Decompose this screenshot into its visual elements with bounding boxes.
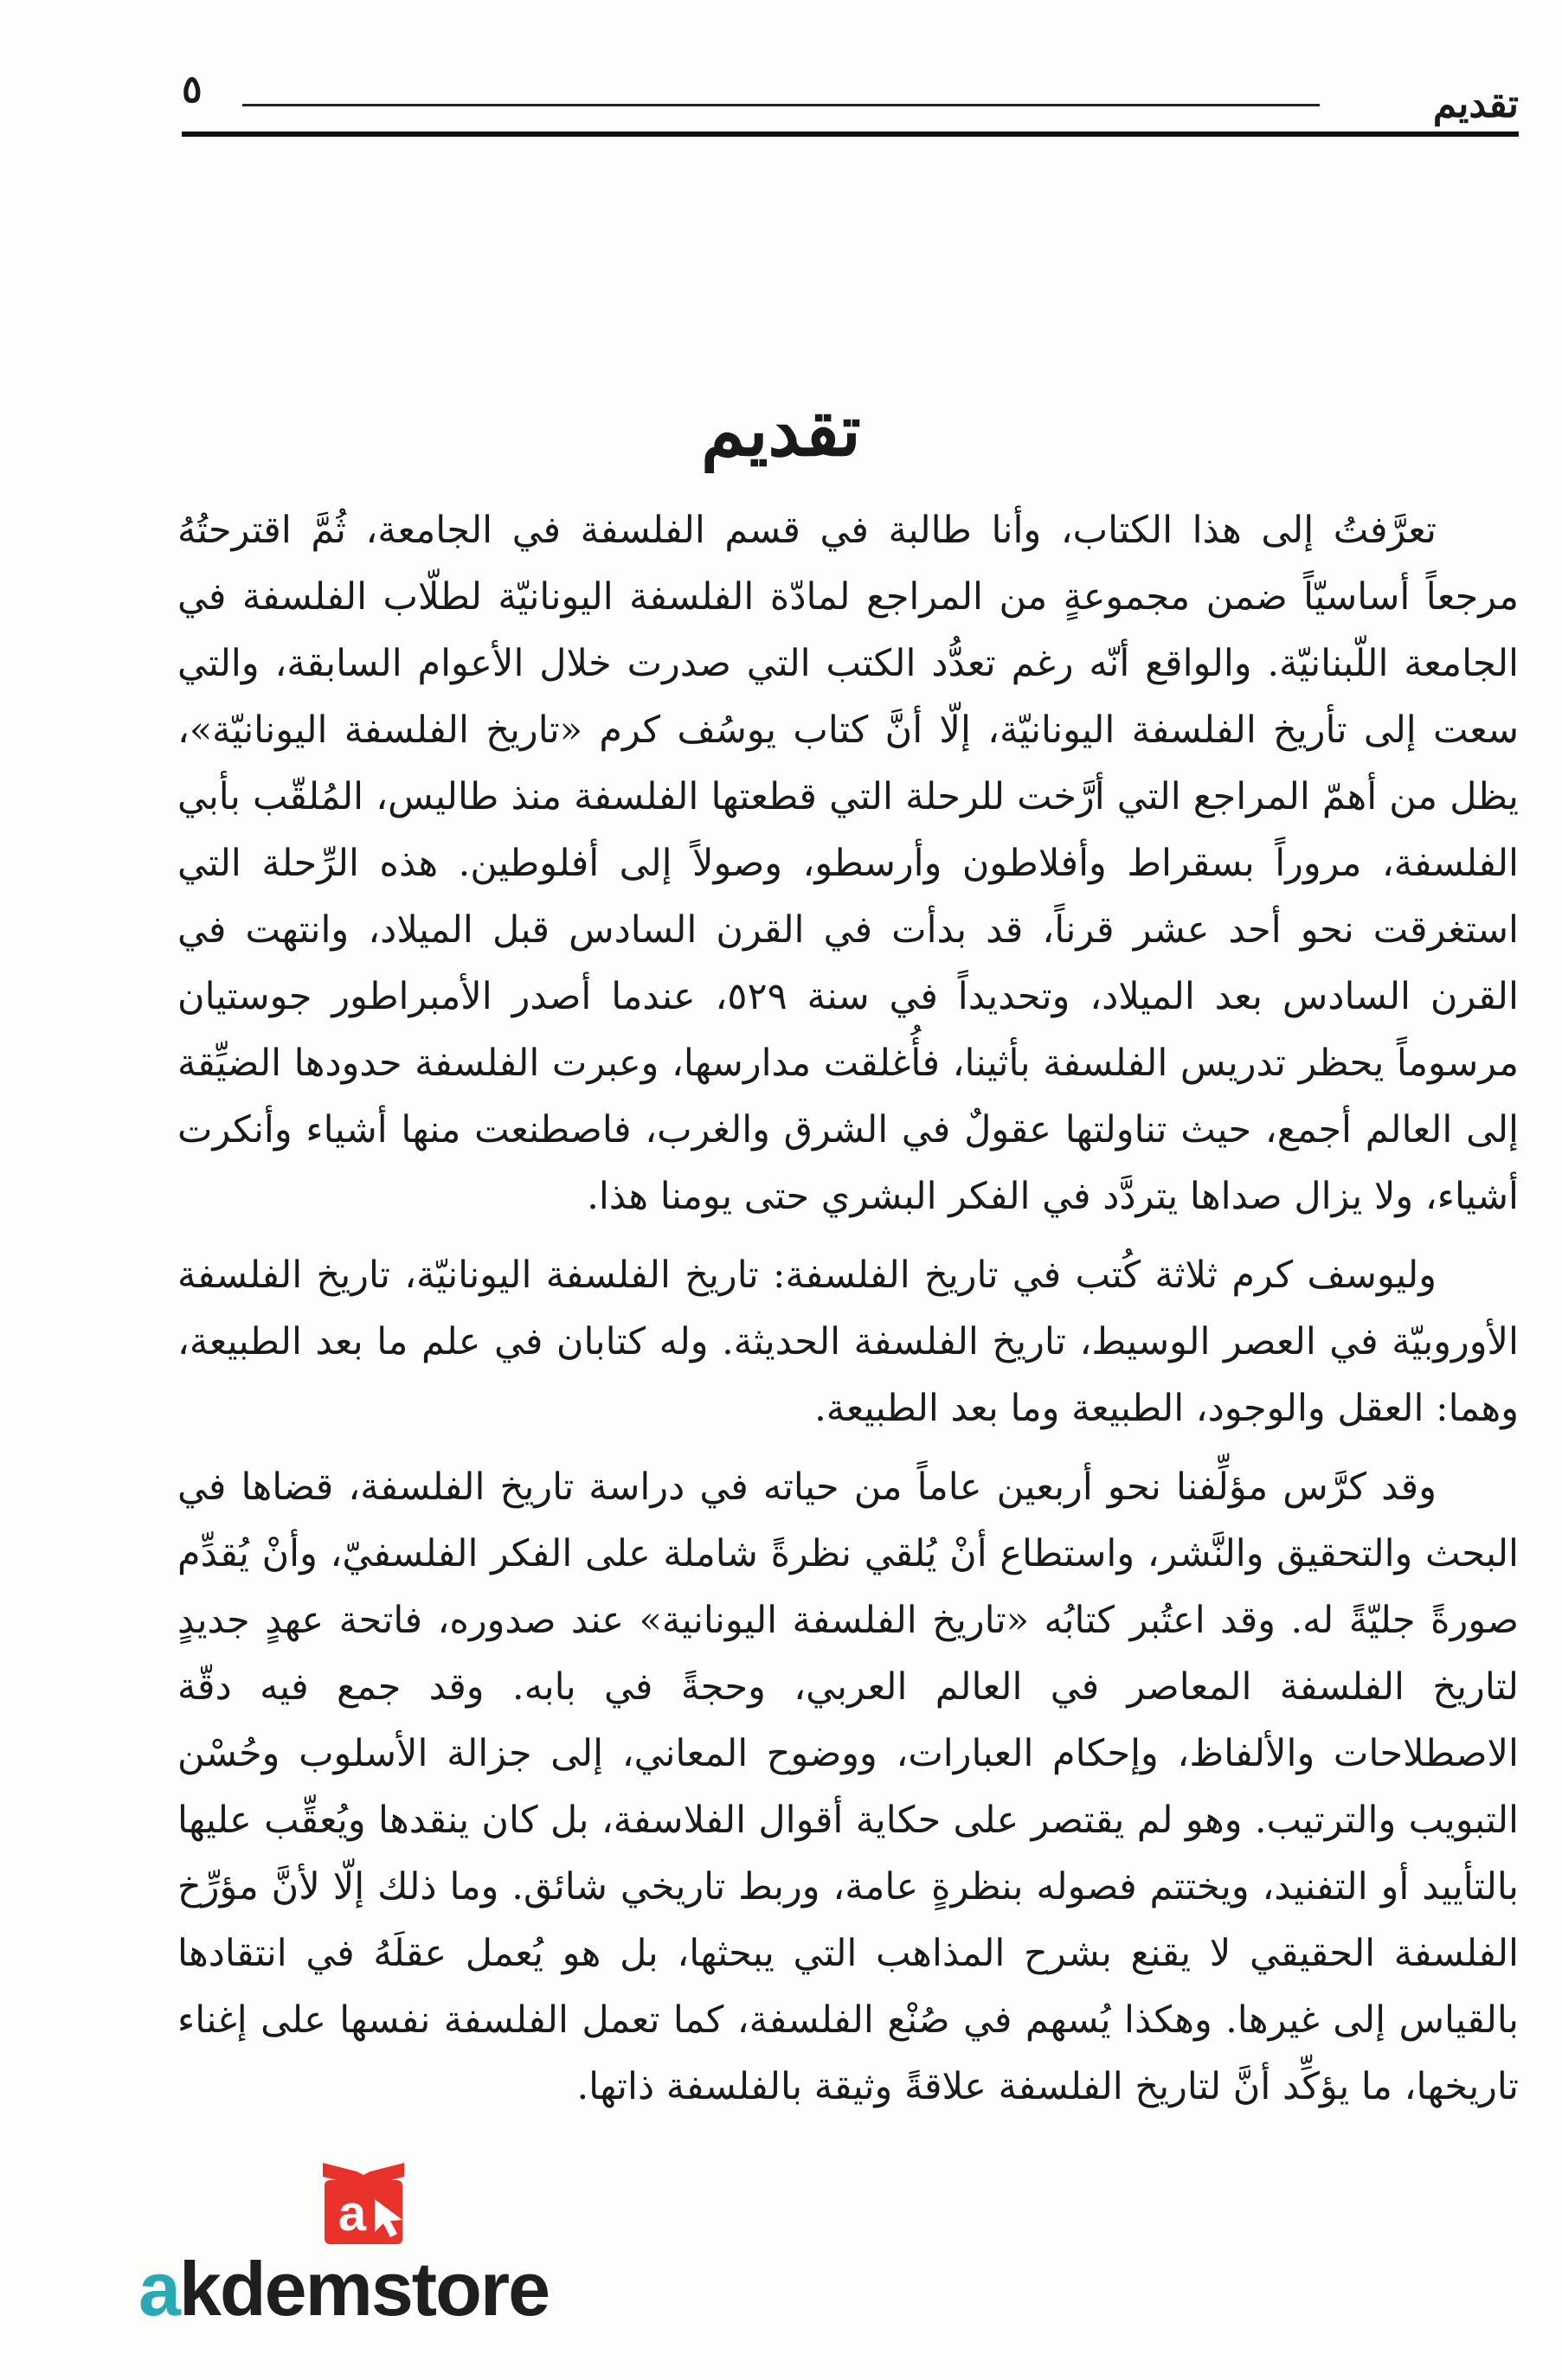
brand-wordmark (138, 2245, 588, 2333)
header-rule-bottom (182, 132, 1519, 137)
akdemstore-watermark (138, 2137, 588, 2353)
paragraph-1: تعرَّفتُ إلى هذا الكتاب، وأنا طالبة في قسم الفلسفة في الجامعة، ثُمَّ اقترحتُهُ مرجعاً أساسيّاً ضمن مجموعةٍ من المراجع لمادّة الفلسفة اليونانيّة لطلّاب الفلسفة في الجامعة اللّبنانيّة. والواقع أنّه رغم تعدُّد الكتب التي صدرت خلال الأعوام السابقة، والتي سعت إلى تأريخ الفلسفة اليونانيّة، إلّا أنَّ كتاب يوسُف كرم «تاريخ الفلسفة اليونانيّة»، يظل من أهمّ المراجع التي أرَّخت للرحلة التي قطعتها الفلسفة منذ طاليس، المُلقّب بأبي الفلسفة، مروراً بسقراط وأفلاطون وأرسطو، وصولاً إلى أفلوطين. هذه الرِّحلة التي استغرقت نحو أحد عشر قرناً، قد بدأت في القرن السادس قبل الميلاد، وانتهت في القرن السادس بعد الميلاد، وتحديداً في سنة ٥٢٩، عندما أصدر الأمبراطور جوستيان مرسوماً يحظر تدريس الفلسفة بأثينا، فأُغلقت مدارسها، وعبرت الفلسفة حدودها الضيِّقة إلى العالم أجمع، حيث تناولتها عقولٌ في الشرق والغرب، فاصطنعت منها أشياء وأنكرت أشياء، ولا يزال صداها يتردَّد في الفكر البشري حتى يومنا هذا. (177, 509, 1519, 1218)
paragraph-2: وليوسف كرم ثلاثة كُتب في تاريخ الفلسفة: تاريخ الفلسفة اليونانيّة، تاريخ الفلسفة الأوروبيّة في العصر الوسيط، تاريخ الفلسفة الحديثة. وله كتابان في علم ما بعد الطبيعة، وهما: العقل والوجود، الطبيعة وما بعد الطبيعة. (177, 1254, 1519, 1430)
chapter-heading: تقديم (701, 389, 861, 472)
book-logo-icon (307, 2137, 420, 2249)
paragraph-3: وقد كرَّس مؤلِّفنا نحو أربعين عاماً من حياته في دراسة تاريخ الفلسفة، قضاها في البحث والتحقيق والنَّشر، واستطاع أنْ يُلقي نظرةً شاملة على الفكر الفلسفيّ، وأنْ يُقدِّم صورةً جليّةً له. وقد اعتُبر كتابُه «تاريخ الفلسفة اليونانية» عند صدوره، فاتحة عهدٍ جديدٍ لتاريخ الفلسفة المعاصر في العالم العربي، وحجةً في بابه. وقد جمع فيه دقّة الاصطلاحات والألفاظ، وإحكام العبارات، ووضوح المعاني، إلى جزالة الأسلوب وحُسْن التبويب والترتيب. وهو لم يقتصر على حكاية أقوال الفلاسفة، بل كان ينقدها ويُعقِّب عليها بالتأييد أو التفنيد، ويختتم فصوله بنظرةٍ عامة، وربط تاريخي شائق. وما ذلك إلّا لأنَّ مؤرِّخ الفلسفة الحقيقي لا يقنع بشرح المذاهب التي يبحثها، بل هو يُعمل عقلَهُ في انتقادها بالقياس إلى غيرها. وهكذا يُسهم في صُنْع الفلسفة، كما تعمل الفلسفة نفسها على إغناء تاريخها، ما يؤكِّد أنَّ لتاريخ الفلسفة علاقةً وثيقة بالفلسفة ذاتها. (177, 1466, 1519, 2108)
running-header (182, 52, 1519, 138)
body-text (177, 497, 1519, 2133)
logo-letter: a (337, 2185, 367, 2242)
page-number: ٥ (182, 67, 202, 112)
running-title: تقديم (1432, 82, 1519, 126)
header-rule-top (242, 104, 1320, 106)
brand-rest: kdemstore (178, 2246, 550, 2332)
brand-prefix: a (138, 2246, 179, 2332)
